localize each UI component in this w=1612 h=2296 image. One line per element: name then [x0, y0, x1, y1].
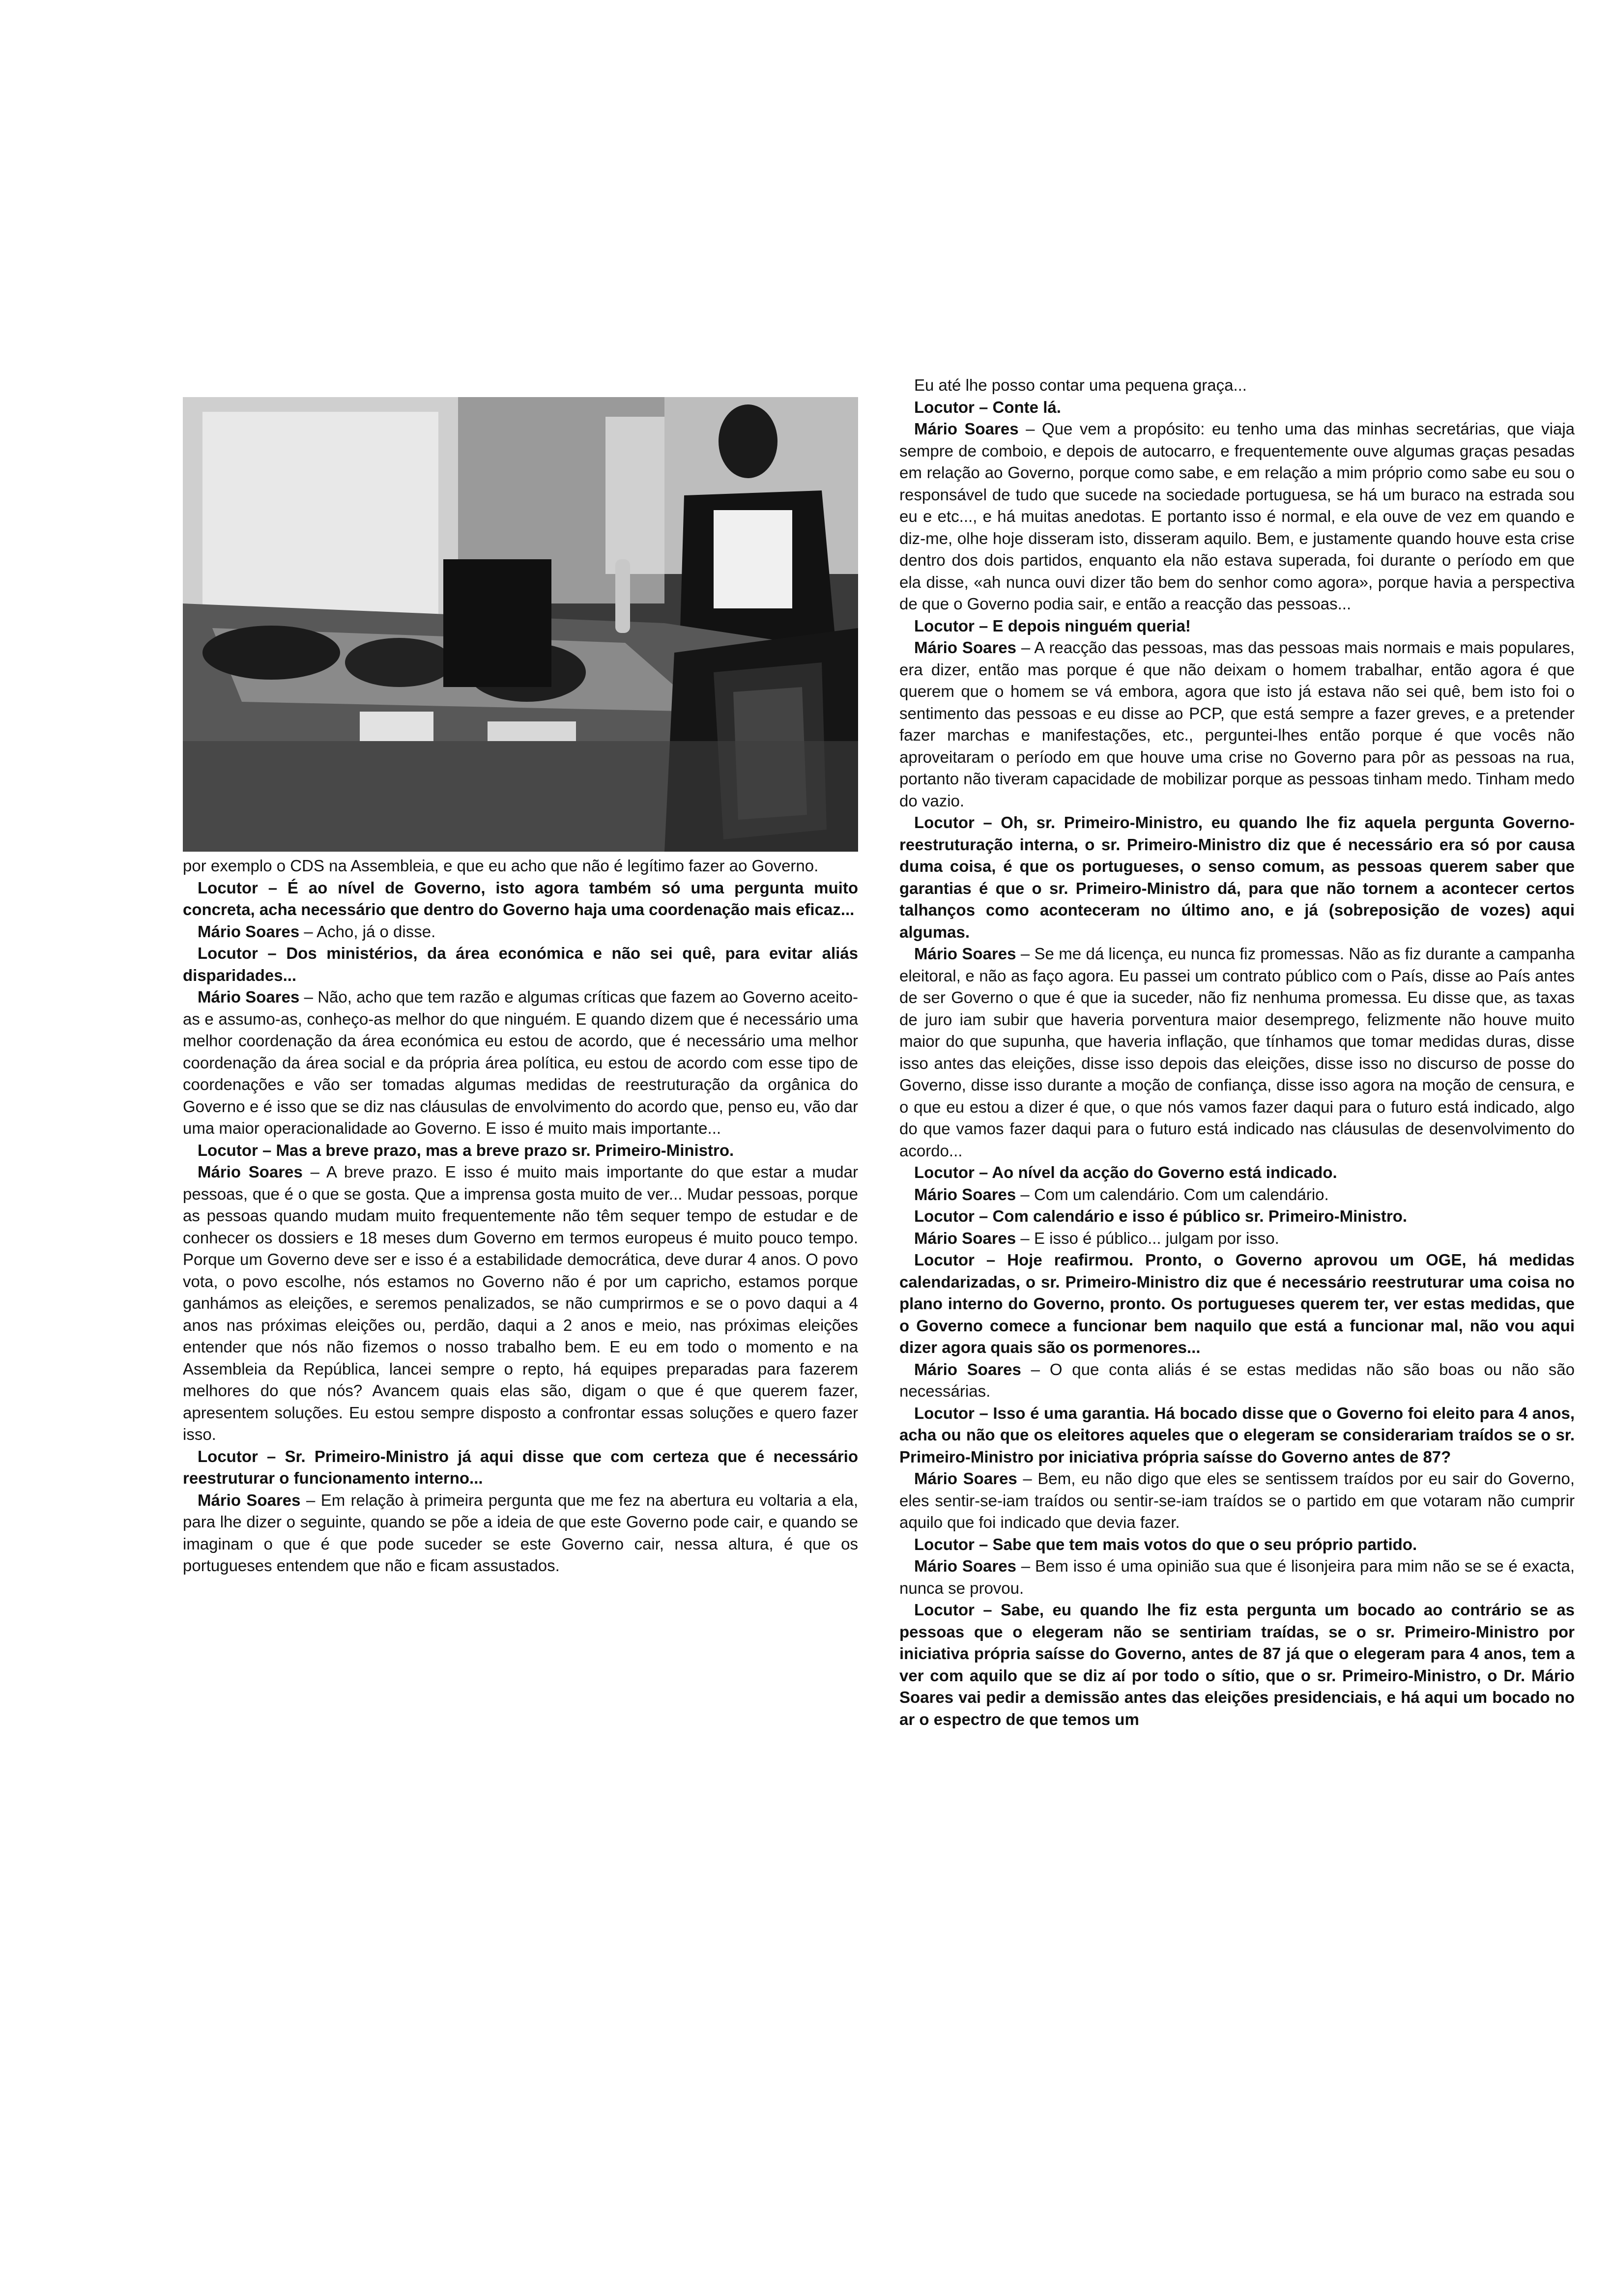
speaker: Locutor [914, 1207, 975, 1225]
utterance: Sabe, eu quando lhe fiz esta pergunta um bocado ao contrário se as pessoas que o elegeram não se sentiriam traídas, se o sr. Primeiro-Ministro por iniciativa própria saísse do Governo, antes de 87 já que o elegeram para 4 anos, tem a ver com aquilo que se diz aí por todo o sítio, que o sr. Primeiro-Ministro, o Dr. Mário Soares vai pedir a demissão antes das eleições presidenciais, e há aqui um bocado no ar o espectro de que temos um [899, 1601, 1575, 1728]
speaker: Mário Soares [198, 988, 300, 1006]
speaker: Mário Soares [914, 1229, 1016, 1247]
exchange: Locutor – Conte lá. [914, 398, 1061, 416]
exchange: Mário Soares – Se me dá licença, eu nunca fiz promessas. Não as fiz durante a campanha eleitoral, e não as faço agora. Eu passei um contrato público com o País, disse ao País antes de ser Governo o que é que ia suceder, não fiz nenhuma promessa. Eu disse que, as taxas de juro iam subir que haveria porventura maior desemprego, felizmente não houve muito maior do que supunha, que haveria inflação, que tínhamos que tomar medidas duras, disse isso antes das eleições, disse isso depois das eleições, disse isso no discurso de posse do Governo, disse isso durante a moção de confiança, disse isso agora na moção de censura, e o que eu estou a dizer é que, o que nós vamos fazer daqui para o futuro está indicado, algo do que vamos fazer daqui para o futuro está indicado nas cláusulas de desenvolvimento do acordo... [899, 945, 1575, 1160]
utterance: Bem isso é uma opinião sua que é lisonjeira para mim não se se é exacta, nunca se provou. [899, 1557, 1575, 1597]
speaker: Mário Soares [914, 420, 1019, 438]
speaker: Locutor [198, 1141, 258, 1159]
utterance: A reacção das pessoas, mas das pessoas mais normais e mais populares, era dizer, então mas porque é que não deixam o homem trabalhar, então agora é que querem que o homem se vá embora, agora que isto já estava não sei quê, bem isto foi o sentimento das pessoas e eu disse ao PCP, que está sempre a fazer greves, e a pretender fazer marchas e manifestações, etc., perguntei-lhes então porque é que vocês não aproveitaram o período em que houve uma crise no Governo para pôr as pessoas na rua, portanto não tiveram capacidade de mobilizar porque as pessoas tinham medo. Tinham medo do vazio. [899, 638, 1575, 810]
speaker: Mário Soares [914, 1360, 1021, 1378]
utterance: Com calendário e isso é público sr. Primeiro-Ministro. [992, 1207, 1408, 1225]
speaker: Locutor [914, 398, 975, 416]
speaker: Locutor [914, 1251, 975, 1269]
utterance: O que conta aliás é se estas medidas não são boas ou não são necessárias. [899, 1360, 1575, 1400]
speaker: Mário Soares [198, 1491, 301, 1509]
utterance: Acho, já o disse. [317, 922, 436, 941]
exchange: Locutor – Dos ministérios, da área económica e não sei quê, para evitar aliás disparidades... [183, 944, 858, 984]
utterance: Ao nível da acção do Governo está indicado. [992, 1163, 1337, 1181]
utterance: A breve prazo. E isso é muito mais importante do que estar a mudar pessoas, que é o que se gosta. Que a imprensa gosta muito de ver... Mudar pessoas, porque as pessoas quando mudam muito frequentemente não têm sequer tempo de estudar e de conhecer os dossiers e 18 meses dum Governo em termos europeus é muito pouco tempo. Porque um Governo deve ser e isso é a estabilidade democrática, deve durar 4 anos. O povo vota, o povo escolhe, nós estamos no Governo não é por um capricho, estamos porque ganhámos as eleições, e seremos penalizados, se não cumprirmos e se o povo daqui a 4 anos nas próximas eleições ou, perdão, daqui a 2 anos e meio, nas próximas eleições entender que nós não fizemos o nosso trabalho bem. E eu em todo o momento e na Assembleia da República, lancei sempre o repto, há equipes preparadas para fazerem melhores do que nós? Avancem quais elas são, digam o que é que querem fazer, apresentem soluções. Eu estou sempre disposto a confrontar essas soluções e quero fazer isso. [183, 1163, 859, 1443]
exchange: Locutor – Ao nível da acção do Governo está indicado. [914, 1163, 1337, 1181]
utterance: Mas a breve prazo, mas a breve prazo sr. Primeiro-Ministro. [276, 1141, 734, 1159]
exchange: Mário Soares – Com um calendário. Com um calendário. [914, 1185, 1329, 1204]
speaker: Mário Soares [914, 1557, 1016, 1575]
speaker: Mário Soares [914, 638, 1016, 657]
utterance: Dos ministérios, da área económica e não sei quê, para evitar aliás disparidades... [183, 944, 858, 984]
speaker: Locutor [914, 1601, 975, 1619]
exchange: Locutor – Com calendário e isso é público sr. Primeiro-Ministro. [914, 1207, 1408, 1225]
utterance: Que vem a propósito: eu tenho uma das minhas secretárias, que viaja sempre de comboio, e depois de autocarro, e frequentemente ouve algumas graças pesadas em relação ao Governo, porque como sabe, e em relação a mim próprio como sabe eu sou o responsável de tudo que sucede na sociedade portuguesa, se há um buraco na estrada sou eu e etc..., e há muitas anedotas. E portanto isso é normal, e ela ouve de vez em quando e diz-me, olhe hoje disseram isto, disseram aquilo. Bem, e justamente quando houve esta crise dentro dos dois partidos, enquanto ela não estava superada, foi durante o período em que ela disse, «ah nunca ouvi dizer tão bem do senhor como agora», porque havia a perspectiva de que o Governo podia sair, e então a reacção das pessoas... [899, 420, 1575, 613]
speaker: Mário Soares [198, 1163, 303, 1181]
utterance: Sabe que tem mais votos do que o seu próprio partido. [992, 1535, 1417, 1553]
exchange: Mário Soares – E isso é público... julgam por isso. [914, 1229, 1279, 1247]
exchange: Locutor – Sr. Primeiro-Ministro já aqui disse que com certeza que é necessário reestruturar o funcionamento interno... [183, 1447, 858, 1487]
utterance: Oh, sr. Primeiro-Ministro, eu quando lhe fiz aquela pergunta Governo-reestruturação interna, o sr. Primeiro-Ministro diz que é necessário era só por causa duma coisa, é que os portugueses, o senso comum, as pessoas querem saber que garantias é que o sr. Primeiro-Ministro dá, para que não tornem a acontecer certos talhanços como aconteceram no último ano, e já (sobreposição de vozes) aqui algumas. [899, 813, 1575, 941]
utterance: Sr. Primeiro-Ministro já aqui disse que com certeza que é necessário reestruturar o funcionamento interno... [183, 1447, 858, 1487]
utterance: Se me dá licença, eu nunca fiz promessas. Não as fiz durante a campanha eleitoral, e não as faço agora. Eu passei um contrato público com o País, disse ao País antes de ser Governo o que é que ia suceder, não fiz nenhuma promessa. Eu disse que, as taxas de juro iam subir que haveria porventura maior desemprego, felizmente não houve muito maior do que supunha, que haveria inflação, que tínhamos que tomar medidas duras, disse isso antes das eleições, disse isso depois das eleições, disse isso no discurso de posse do Governo, disse isso durante a moção de confiança, disse isso agora na moção de censura, e o que eu estou a dizer é que, o que nós vamos fazer daqui para o futuro está indicado, algo do que vamos fazer daqui para o futuro está indicado nas cláusulas de desenvolvimento do acordo... [899, 945, 1575, 1160]
exchange: Locutor – E depois ninguém queria! [914, 616, 1191, 635]
utterance: Em relação à primeira pergunta que me fez na abertura eu voltaria a ela, para lhe dizer o seguinte, quando se põe a ideia de que este Governo pode cair, e quando se imaginam o que é que pode suceder se este Governo cair, nessa altura, é que os portugueses entendem que não e ficam assustados. [183, 1491, 859, 1575]
exchange: Locutor – Sabe que tem mais votos do que o seu próprio partido. [914, 1535, 1417, 1553]
exchange: Mário Soares – Que vem a propósito: eu tenho uma das minhas secretárias, que viaja sempre de comboio, e depois de autocarro, e frequentemente ouve algumas graças pesadas em relação ao Governo, porque como sabe, e em relação a mim próprio como sabe eu sou o responsável de tudo que sucede na sociedade portuguesa, se há um buraco na estrada sou eu e etc..., e há muitas anedotas. E portanto isso é normal, e ela ouve de vez em quando e diz-me, olhe hoje disseram isto, disseram aquilo. Bem, e justamente quando houve esta crise dentro dos dois partidos, enquanto ela não estava superada, foi durante o período em que ela disse, «ah nunca ouvi dizer tão bem do senhor como agora», porque havia a perspectiva de que o Governo podia sair, e então a reacção das pessoas... [899, 420, 1575, 613]
exchange: Mário Soares – Acho, já o disse. [198, 922, 436, 941]
exchange: Mário Soares – O que conta aliás é se estas medidas não são boas ou não são necessárias. [899, 1360, 1575, 1400]
speaker: Locutor [914, 813, 975, 832]
exchange: Locutor – Oh, sr. Primeiro-Ministro, eu quando lhe fiz aquela pergunta Governo-reestruturação interna, o sr. Primeiro-Ministro diz que é necessário era só por causa duma coisa, é que os portugueses, o senso comum, as pessoas querem saber que garantias é que o sr. Primeiro-Ministro dá, para que não tornem a acontecer certos talhanços como aconteceram no último ano, e já (sobreposição de vozes) aqui algumas. [899, 813, 1575, 941]
utterance: É ao nível de Governo, isto agora também só uma pergunta muito concreta, acha necessário que dentro do Governo haja uma coordenação mais eficaz... [183, 878, 858, 918]
speaker: Locutor [914, 1404, 975, 1422]
right-column [899, 374, 1575, 1730]
exchange: Locutor – Isso é uma garantia. Há bocado disse que o Governo foi eleito para 4 anos, acha ou não que os eleitores aqueles que o elegeram se considerariam traídos se o sr. Primeiro-Ministro por iniciativa própria saísse do Governo antes de 87? [899, 1404, 1575, 1466]
speaker: Mário Soares [914, 1185, 1016, 1204]
utterance: Hoje reafirmou. Pronto, o Governo aprovou um OGE, há medidas calendarizadas, o sr. Primeiro-Ministro diz que é necessário reestruturar uma coisa no plano interno do Governo, pronto. Os portugueses querem ter, ver estas medidas, que o Governo comece a funcionar bem naquilo que está a funcionar mal, não vou aqui dizer agora quais são os pormenores... [899, 1251, 1575, 1356]
exchange: Locutor – Sabe, eu quando lhe fiz esta pergunta um bocado ao contrário se as pessoas que o elegeram não se sentiriam traídas, se o sr. Primeiro-Ministro por iniciativa própria saísse do Governo, antes de 87 já que o elegeram para 4 anos, tem a ver com aquilo que se diz aí por todo o sítio, que o sr. Primeiro-Ministro, o Dr. Mário Soares vai pedir a demissão antes das eleições presidenciais, e há aqui um bocado no ar o espectro de que temos um [899, 1601, 1575, 1728]
interview-photo [183, 397, 858, 852]
speaker: Locutor [914, 616, 975, 635]
exchange: Mário Soares – Não, acho que tem razão e algumas críticas que fazem ao Governo aceito-as e assumo-as, conheço-as melhor do que ninguém. E quando dizem que é necessário uma melhor coordenação da área económica eu estou de acordo, que é necessário uma melhor coordenação da área social e da própria área política, eu estou de acordo com esse tipo de coordenações e vão ser tomadas algumas medidas de reestruturação da orgânica do Governo e é isso que se diz nas cláusulas de envolvimento do acordo que, penso eu, vão dar uma maior operacionalidade ao Governo. E isso é muito mais importante... [183, 988, 859, 1137]
exchange: Mário Soares – A reacção das pessoas, mas das pessoas mais normais e mais populares, era dizer, então mas porque é que não deixam o homem trabalhar, então agora é que querem que o homem se vá embora, agora que isto já estava não sei quê, bem isto foi o sentimento das pessoas e eu disse ao PCP, que está sempre a fazer greves, e a pretender fazer marchas e manifestações, etc., perguntei-lhes então porque é que vocês não aproveitaram o período em que houve uma crise no Governo para pôr as pessoas na rua, portanto não tiveram capacidade de mobilizar porque as pessoas tinham medo. Tinham medo do vazio. [899, 638, 1575, 810]
exchange: Mário Soares – Bem isso é uma opinião sua que é lisonjeira para mim não se se é exacta, nunca se provou. [899, 1557, 1575, 1597]
utterance: Isso é uma garantia. Há bocado disse que o Governo foi eleito para 4 anos, acha ou não que os eleitores aqueles que o elegeram se considerariam traídos se o sr. Primeiro-Ministro por iniciativa própria saísse do Governo antes de 87? [899, 1404, 1575, 1466]
utterance: Bem, eu não digo que eles se sentissem traídos por eu sair do Governo, eles sentir-se-iam traídos ou sentir-se-iam traídos se o partido em que votaram não cumprir aquilo que foi indicado que devia fazer. [899, 1469, 1575, 1531]
utterance: E depois ninguém queria! [992, 616, 1191, 635]
exchange: Mário Soares – Em relação à primeira pergunta que me fez na abertura eu voltaria a ela, para lhe dizer o seguinte, quando se põe a ideia de que este Governo pode cair, e quando se imaginam o que é que pode suceder se este Governo cair, nessa altura, é que os portugueses entendem que não e ficam assustados. [183, 1491, 859, 1575]
exchange: Mário Soares – Bem, eu não digo que eles se sentissem traídos por eu sair do Governo, eles sentir-se-iam traídos ou sentir-se-iam traídos se o partido em que votaram não cumprir aquilo que foi indicado que devia fazer. [899, 1469, 1575, 1531]
exchange [899, 374, 1575, 397]
utterance: Com um calendário. Com um calendário. [1034, 1185, 1329, 1204]
speaker: Locutor [914, 1163, 975, 1181]
exchange: Locutor – Mas a breve prazo, mas a breve prazo sr. Primeiro-Ministro. [198, 1141, 734, 1159]
speaker: Locutor [198, 1447, 258, 1465]
utterance: Conte lá. [992, 398, 1061, 416]
exchange: Mário Soares – A breve prazo. E isso é muito mais importante do que estar a mudar pessoas, que é o que se gosta. Que a imprensa gosta muito de ver... Mudar pessoas, porque as pessoas quando mudam muito frequentemente não têm sequer tempo de estudar e de conhecer os dossiers e 18 meses dum Governo em termos europeus é muito pouco tempo. Porque um Governo deve ser e isso é a estabilidade democrática, deve durar 4 anos. O povo vota, o povo escolhe, nós estamos no Governo não é por um capricho, estamos porque ganhámos as eleições, e seremos penalizados, se não cumprirmos e se o povo daqui a 4 anos nas próximas eleições ou, perdão, daqui a 2 anos e meio, nas próximas eleições entender que nós não fizemos o nosso trabalho bem. E eu em todo o momento e na Assembleia da República, lancei sempre o repto, há equipes preparadas para fazerem melhores do que nós? Avancem quais elas são, digam o que é que querem fazer, apresentem soluções. Eu estou sempre disposto a confrontar essas soluções e quero fazer isso. [183, 1163, 859, 1443]
speaker: Mário Soares [914, 945, 1016, 963]
photo-graphic [183, 397, 858, 852]
speaker: Mário Soares [198, 922, 300, 941]
left-column [183, 855, 858, 1577]
utterance: E isso é público... julgam por isso. [1034, 1229, 1279, 1247]
speaker: Locutor [914, 1535, 975, 1553]
exchange: Locutor – É ao nível de Governo, isto agora também só uma pergunta muito concreta, acha necessário que dentro do Governo haja uma coordenação mais eficaz... [183, 878, 858, 918]
paragraph-continuation: por exemplo o CDS na Assembleia, e que eu acho que não é legítimo fazer ao Governo. [183, 857, 819, 875]
utterance: Eu até lhe posso contar uma pequena graça... [914, 376, 1247, 394]
exchange: Locutor – Hoje reafirmou. Pronto, o Governo aprovou um OGE, há medidas calendarizadas, o sr. Primeiro-Ministro diz que é necessário reestruturar uma coisa no plano interno do Governo, pronto. Os portugueses querem ter, ver estas medidas, que o Governo comece a funcionar bem naquilo que está a funcionar mal, não vou aqui dizer agora quais são os pormenores... [899, 1251, 1575, 1356]
speaker: Locutor [198, 878, 258, 897]
utterance: Não, acho que tem razão e algumas críticas que fazem ao Governo aceito-as e assumo-as, conheço-as melhor do que ninguém. E quando dizem que é necessário uma melhor coordenação da área económica eu estou de acordo, que é necessário uma melhor coordenação da área social e da própria área política, eu estou de acordo com esse tipo de coordenações e vão ser tomadas algumas medidas de reestruturação da orgânica do Governo e é isso que se diz nas cláusulas de envolvimento do acordo que, penso eu, vão dar uma maior operacionalidade ao Governo. E isso é muito mais importante... [183, 988, 859, 1137]
speaker: Mário Soares [914, 1469, 1017, 1488]
speaker: Locutor [198, 944, 258, 962]
